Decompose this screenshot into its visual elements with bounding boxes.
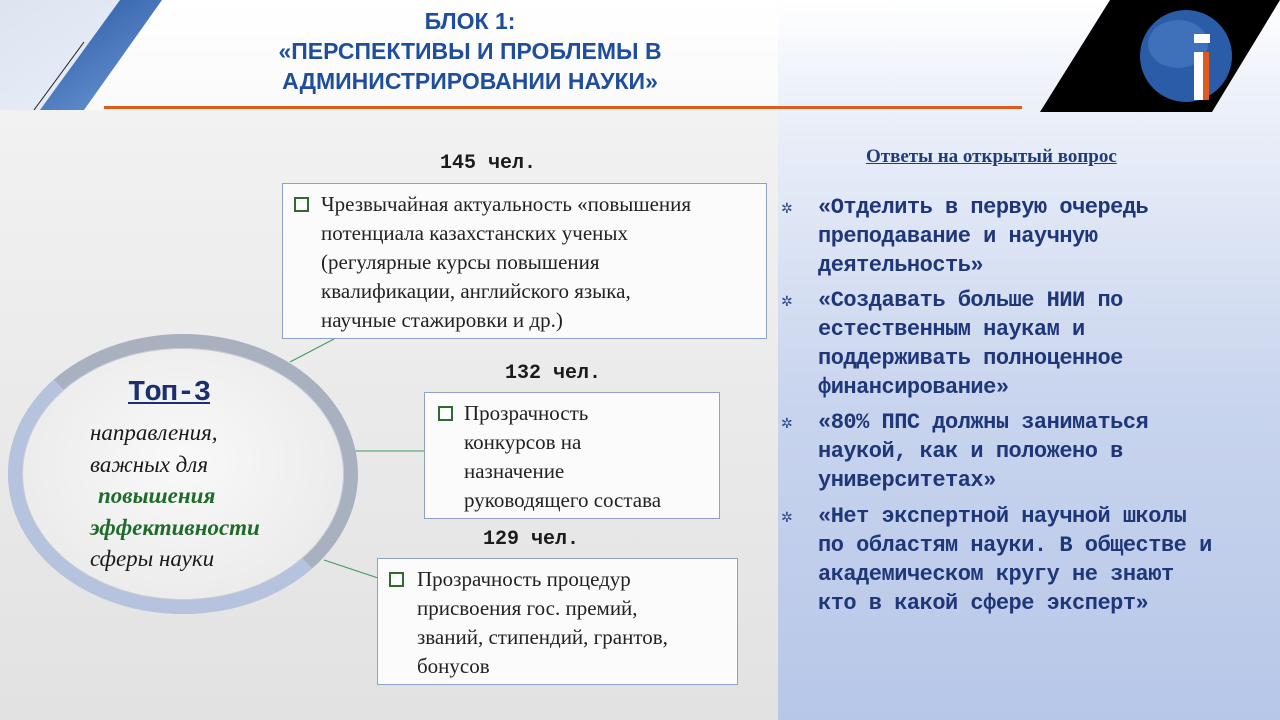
direction-line: назначение [464, 459, 565, 483]
quote-line: «Создавать больше НИИ по [818, 288, 1123, 313]
count-label: 145 чел. [440, 152, 537, 175]
quote-line: кто в какой сфере эксперт» [818, 591, 1149, 616]
logo-icon [1036, 0, 1280, 114]
direction-box [424, 392, 720, 519]
quote-line: академическом кругу не знают [818, 562, 1174, 587]
direction-line: присвоения гос. премий, [417, 596, 638, 620]
direction-line: потенциала казахстанских ученых [321, 221, 629, 245]
direction-box [377, 558, 738, 685]
direction-line: квалификации, английского языка, [321, 279, 631, 303]
direction-line: руководящего состава [464, 488, 662, 512]
answer-quote [818, 193, 1148, 280]
quote-line: поддерживать полноценное [818, 346, 1123, 371]
count-label: 132 чел. [505, 362, 602, 385]
direction-line: (регулярные курсы повышения [321, 250, 600, 274]
quote-line: «Отделить в первую очередь [818, 195, 1149, 220]
asterisk-bullet-icon: ✲ [781, 416, 793, 432]
direction-line: званий, стипендий, грантов, [417, 625, 668, 649]
asterisk-bullet-icon: ✲ [781, 294, 793, 310]
quote-line: «80% ППС должны заниматься [818, 410, 1149, 435]
title-line-2: «ПЕРСПЕКТИВЫ И ПРОБЛЕМЫ В [278, 38, 662, 64]
quote-line: естественным наукам и [818, 317, 1085, 342]
quote-line: наукой, как и положено в [818, 439, 1123, 464]
asterisk-bullet-icon: ✲ [781, 510, 793, 526]
direction-line: бонусов [417, 654, 490, 678]
direction-line: научные стажировки и др.) [321, 308, 563, 332]
checkbox-bullet-icon [438, 406, 453, 421]
direction-line: Прозрачность [464, 401, 589, 425]
answer-quote [818, 408, 1148, 495]
quote-line: финансирование» [818, 375, 1009, 400]
quote-line: деятельность» [818, 253, 984, 278]
checkbox-bullet-icon [389, 572, 404, 587]
direction-line: Прозрачность процедур [417, 567, 631, 591]
answer-quote [818, 502, 1212, 618]
direction-box [282, 183, 767, 339]
ellipse-text-line: сферы науки [90, 546, 215, 571]
direction-line: Чрезвычайная актуальность «повышения [321, 192, 692, 216]
asterisk-bullet-icon: ✲ [781, 201, 793, 217]
ellipse-text-line: важных для [90, 452, 209, 477]
checkbox-bullet-icon [294, 197, 309, 212]
ellipse-text-line: направления, [90, 420, 218, 445]
direction-line: конкурсов на [464, 430, 582, 454]
quote-line: по областям науки. В обществе и [818, 533, 1212, 558]
title-line-3: АДМИНИСТРИРОВАНИИ НАУКИ» [282, 68, 658, 94]
ellipse-highlight-line: повышения [98, 483, 216, 508]
answer-quote [818, 286, 1123, 402]
ellipse-highlight-line: эффективности [90, 515, 260, 540]
title-line-1: БЛОК 1: [424, 8, 516, 34]
top3-heading: Топ-3 [128, 376, 211, 409]
count-label: 129 чел. [483, 528, 580, 551]
quote-line: «Нет экспертной научной школы [818, 504, 1187, 529]
quote-line: университетах» [818, 468, 996, 493]
answers-title: Ответы на открытый вопрос [866, 146, 1117, 167]
quote-line: преподавание и научную [818, 224, 1098, 249]
